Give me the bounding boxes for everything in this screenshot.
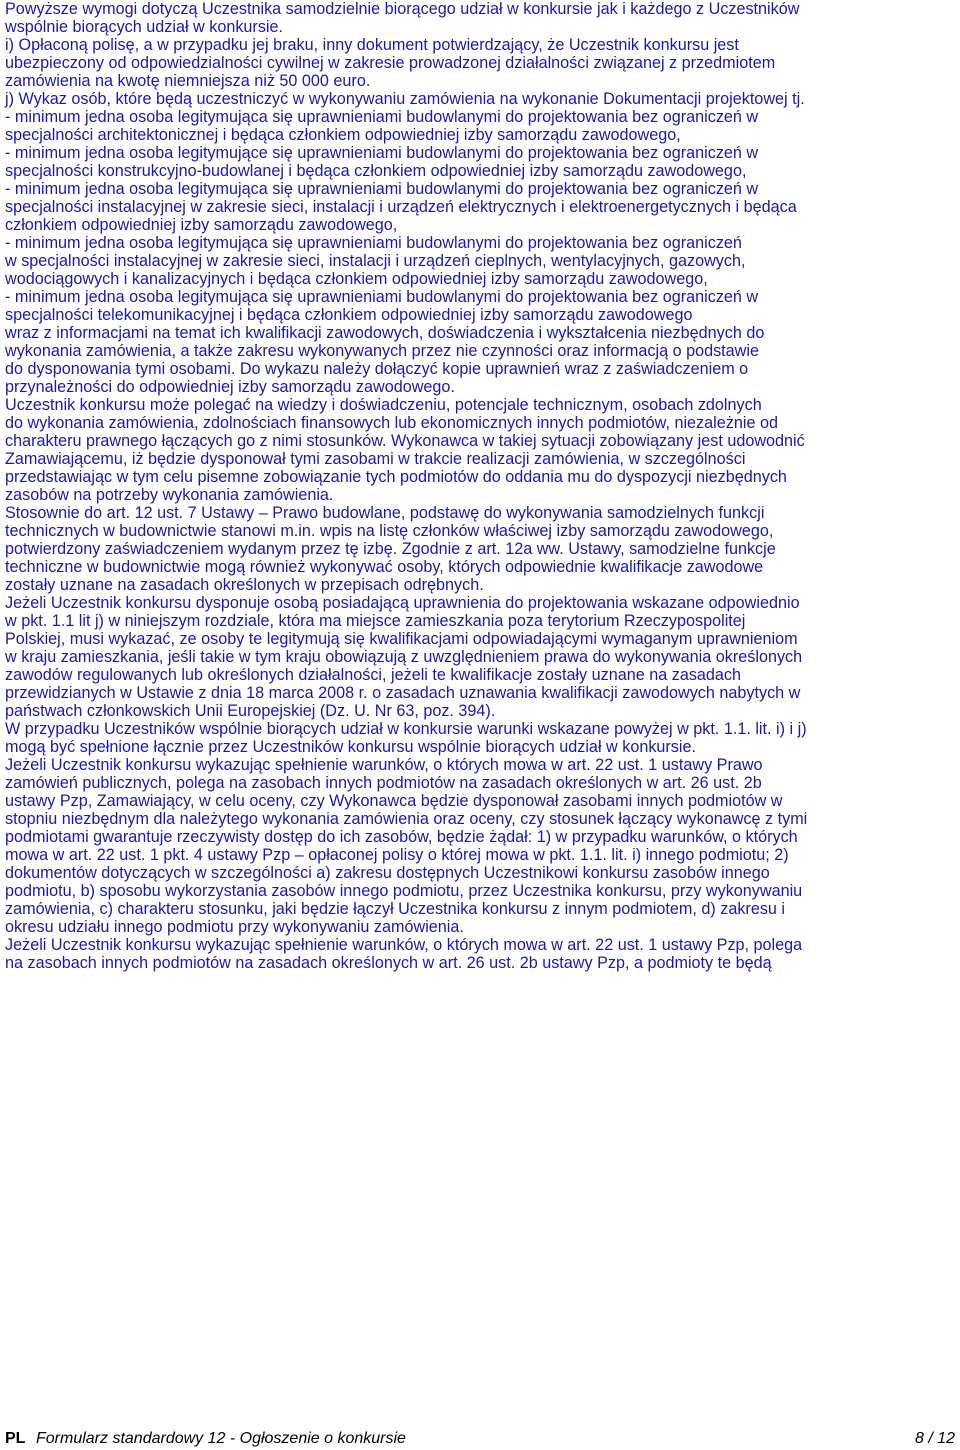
text-line: specjalności konstrukcyjno-budowlanej i będąca członkiem odpowiedniej izby samorządu zawodowego, bbox=[5, 162, 747, 180]
text-line: podmiotami gwarantuje rzeczywisty dostęp do ich zasobów, będzie żądał: 1) w przypadku warunków, o których bbox=[5, 828, 798, 846]
text-line: techniczne w budownictwie mogą również wykonywać osoby, których odpowiednie kwalifikacje zawodowe bbox=[5, 558, 764, 576]
text-line: podmiotu, b) sposobu wykorzystania zasobów innego podmiotu, przez Uczestnika konkursu, przy wykonywaniu bbox=[5, 882, 803, 900]
text-line: ubezpieczony od odpowiedzialności cywilnej w zakresie prowadzonej działalności związanej z przedmiotem bbox=[5, 54, 776, 72]
text-line: Powyższe wymogi dotyczą Uczestnika samodzielnie biorącego udział w konkursie jak i każdego z Uczestników bbox=[5, 0, 800, 18]
text-line: - minimum jedna osoba legitymujące się uprawnieniami budowlanymi do projektowania bez ograniczeń w bbox=[5, 144, 759, 162]
text-line: W przypadku Uczestników wspólnie biorących udział w konkursie warunki wskazane powyżej w pkt. 1.1. lit. i) i j) bbox=[5, 720, 807, 738]
text-line: w kraju zamieszkania, jeśli takie w tym kraju obowiązują z uwzględnieniem prawa do wykonywania określonych bbox=[5, 648, 803, 666]
footer-form-title: Formularz standardowy 12 - Ogłoszenie o konkursie bbox=[36, 1430, 406, 1447]
text-line: Jeżeli Uczestnik konkursu wykazując spełnienie warunków, o których mowa w art. 22 ust. 1 ustawy Pzp, polega bbox=[5, 936, 803, 954]
text-line: specjalności instalacyjnej w zakresie sieci, instalacji i urządzeń elektrycznych i elektroenergetycznych i będąca bbox=[5, 198, 797, 216]
text-line: w specjalności instalacyjnej w zakresie sieci, instalacji i urządzeń cieplnych, wentylacyjnych, gazowych, bbox=[5, 252, 746, 270]
footer-page-number: 8 / 12 bbox=[914, 1430, 955, 1447]
text-line: na zasobach innych podmiotów na zasadach określonych w art. 26 ust. 2b ustawy Pzp, a podmioty te będą bbox=[5, 954, 772, 972]
text-line: specjalności architektonicznej i będąca członkiem odpowiedniej izby samorządu zawodowego, bbox=[5, 126, 681, 144]
text-line: potwierdzony zaświadczeniem wydanym przez tę izbę. Zgodnie z art. 12a ww. Ustawy, samodzielne funkcje bbox=[5, 540, 776, 558]
text-line: zostały uznane na zasadach określonych w przepisach odrębnych. bbox=[5, 576, 484, 594]
text-line: przynależności do odpowiedniej izby samorządu zawodowego. bbox=[5, 378, 455, 396]
text-line: - minimum jedna osoba legitymująca się uprawnieniami budowlanymi do projektowania bez ograniczeń bbox=[5, 234, 742, 252]
text-line: - minimum jedna osoba legitymująca się uprawnieniami budowlanymi do projektowania bez ograniczeń w bbox=[5, 288, 759, 306]
text-line: przewidzianych w Ustawie z dnia 18 marca 2008 r. o zasadach uznawania kwalifikacji zawodowych nabytych w bbox=[5, 684, 801, 702]
text-line: mowa w art. 22 ust. 1 pkt. 4 ustawy Pzp – opłaconej polisy o której mowa w pkt. 1.1. lit. i) innego podmiotu; 2) bbox=[5, 846, 789, 864]
text-line: Zamawiającemu, iż będzie dysponował tymi zasobami w trakcie realizacji zamówienia, w szczególności bbox=[5, 450, 746, 468]
text-line: członkiem odpowiedniej izby samorządu zawodowego, bbox=[5, 216, 398, 234]
text-line: Jeżeli Uczestnik konkursu wykazując spełnienie warunków, o których mowa w art. 22 ust. 1 ustawy Prawo bbox=[5, 756, 763, 774]
text-line: zamówienia, c) charakteru stosunku, jaki będzie łączył Uczestnika konkursu z innym podmiotem, d) zakresu i bbox=[5, 900, 786, 918]
text-line: i) Opłaconą polisę, a w przypadku jej braku, inny dokument potwierdzający, że Uczestnik konkursu jest bbox=[5, 36, 739, 54]
text-line: ustawy Pzp, Zamawiający, w celu oceny, czy Wykonawca będzie dysponował zasobami innych podmiotów w bbox=[5, 792, 783, 810]
page-footer bbox=[5, 1429, 955, 1449]
text-line: wodociągowych i kanalizacyjnych i będąca członkiem odpowiedniej izby samorządu zawodowego, bbox=[5, 270, 708, 288]
text-line: - minimum jedna osoba legitymująca się uprawnieniami budowlanymi do projektowania bez ograniczeń w bbox=[5, 108, 759, 126]
text-line: dokumentów dotyczących w szczególności a) zakresu dostępnych Uczestnikowi konkursu zasobów innego bbox=[5, 864, 770, 882]
text-line: mogą być spełnione łącznie przez Uczestników konkursu wspólnie biorących udział w konkursie. bbox=[5, 738, 696, 756]
text-line: zamówienia na kwotę niemniejsza niż 50 000 euro. bbox=[5, 72, 371, 90]
text-line: - minimum jedna osoba legitymująca się uprawnieniami budowlanymi do projektowania bez ograniczeń w bbox=[5, 180, 759, 198]
text-line: do dysponowania tymi osobami. Do wykazu należy dołączyć kopie uprawnień wraz z zaświadczeniem o bbox=[5, 360, 749, 378]
text-line: okresu udziału innego podmiotu przy wykonywaniu zamówienia. bbox=[5, 918, 464, 936]
text-line: zasobów na potrzeby wykonania zamówienia. bbox=[5, 486, 334, 504]
text-line: w pkt. 1.1 lit j) w niniejszym rozdziale, która ma miejsce zamieszkania poza terytorium Rzeczypospolitej bbox=[5, 612, 746, 630]
text-line: wykonania zamówienia, a także zakresu wykonywanych przez nie czynności oraz informacją o podstawie bbox=[5, 342, 759, 360]
text-line: stopniu niezbędnym dla należytego wykonania zamówienia oraz oceny, czy stosunek łączący wykonawcę z tymi bbox=[5, 810, 808, 828]
text-line: państwach członkowskich Unii Europejskiej (Dz. U. Nr 63, poz. 394). bbox=[5, 702, 496, 720]
text-line: Jeżeli Uczestnik konkursu dysponuje osobą posiadającą uprawnienia do projektowania wskazane odpowiednio bbox=[5, 594, 800, 612]
text-line: wraz z informacjami na temat ich kwalifikacji zawodowych, doświadczenia i wykształcenia niezbędnych do bbox=[5, 324, 765, 342]
text-line: technicznych w budownictwie stanowi m.in. wpis na listę członków właściwej izby samorządu zawodowego, bbox=[5, 522, 774, 540]
text-line: przedstawiając w tym celu pisemne zobowiązanie tych podmiotów do oddania mu do dyspozycji niezbędnych bbox=[5, 468, 787, 486]
text-line: j) Wykaz osób, które będą uczestniczyć w wykonywaniu zamówienia na wykonanie Dokumentacji projektowej tj. bbox=[5, 90, 805, 108]
text-line: wspólnie biorących udział w konkursie. bbox=[5, 18, 284, 36]
document-body bbox=[5, 0, 955, 972]
text-line: Polskiej, musi wykazać, ze osoby te legitymują się kwalifikacjami odpowiadającymi wymaganym uprawnieniom bbox=[5, 630, 798, 648]
text-line: Stosownie do art. 12 ust. 7 Ustawy – Prawo budowlane, podstawę do wykonywania samodzielnych funkcji bbox=[5, 504, 765, 522]
text-line: do wykonania zamówienia, zdolnościach finansowych lub ekonomicznych innych podmiotów, niezależnie od bbox=[5, 414, 778, 432]
text-line: charakteru prawnego łączących go z nimi stosunków. Wykonawca w takiej sytuacji zobowiązany jest udowodnić bbox=[5, 432, 805, 450]
footer-language: PL bbox=[5, 1430, 26, 1447]
text-line: Uczestnik konkursu może polegać na wiedzy i doświadczeniu, potencjale technicznym, osobach zdolnych bbox=[5, 396, 762, 414]
text-line: zawodów regulowanych lub określonych działalności, jeżeli te kwalifikacje zostały uznane na zasadach bbox=[5, 666, 742, 684]
text-line: zamówień publicznych, polega na zasobach innych podmiotów na zasadach określonych w art. 26 ust. 2b bbox=[5, 774, 762, 792]
text-line: specjalności telekomunikacyjnej i będąca członkiem odpowiedniej izby samorządu zawodowego bbox=[5, 306, 693, 324]
